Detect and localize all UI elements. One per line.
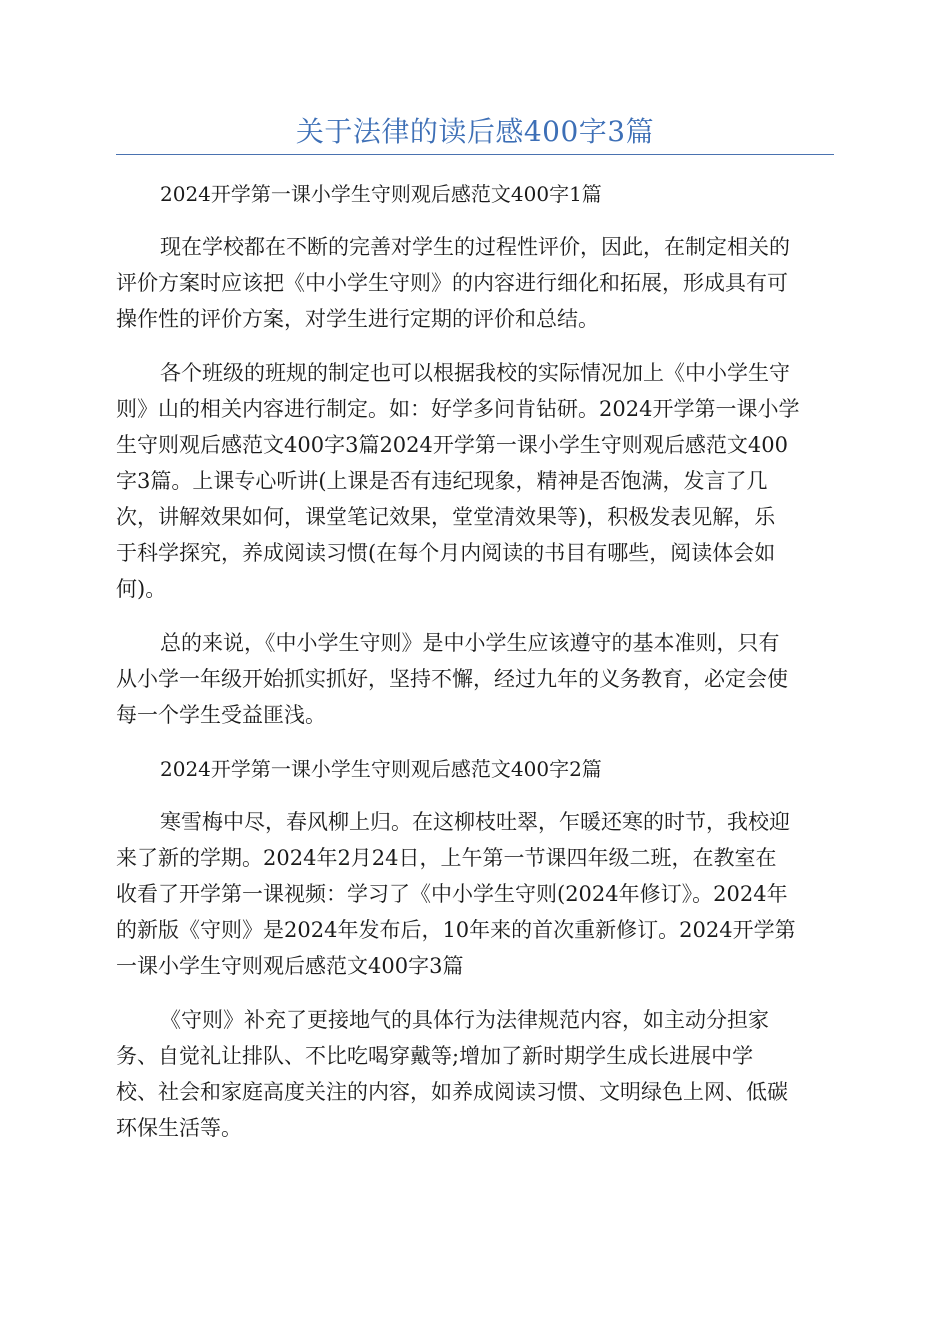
text-line: 的新版《守则》是2024年发布后，10年来的首次重新修订。2024开学第 — [116, 918, 796, 942]
text-line: 总的来说，《中小学生守则》是中小学生应该遵守的基本准则，只有 — [160, 631, 780, 655]
text-line: 寒雪梅中尽，春风柳上归。在这柳枝吐翠，乍暖还寒的时节，我校迎 — [160, 810, 790, 834]
text-line: 环保生活等。 — [116, 1116, 242, 1140]
document-body — [116, 176, 834, 1164]
text-line: 收看了开学第一课视频：学习了《中小学生守则(2024年修订》。2024年 — [116, 882, 788, 906]
text-line: 次，讲解效果如何，课堂笔记效果，堂堂清效果等)，积极发表见解，乐 — [116, 505, 776, 529]
text-line: 从小学一年级开始抓实抓好，坚持不懈，经过九年的义务教育，必定会使 — [116, 667, 788, 691]
section-heading: 2024开学第一课小学生守则观后感范文400字1篇 — [160, 182, 602, 206]
text-line: 字3篇。上课专心听讲(上课是否有违纪现象，精神是否饱满，发言了几 — [116, 469, 768, 493]
text-line: 操作性的评价方案，对学生进行定期的评价和总结。 — [116, 307, 599, 331]
text-line: 评价方案时应该把《中小学生守则》的内容进行细化和拓展，形成具有可 — [116, 271, 788, 295]
document-title: 关于法律的读后感400字3篇 — [295, 115, 655, 148]
paragraph — [116, 229, 834, 337]
text-line: 每一个学生受益匪浅。 — [116, 703, 326, 727]
text-line: 各个班级的班规的制定也可以根据我校的实际情况加上《中小学生守 — [160, 361, 790, 385]
text-line: 一课小学生守则观后感范文400字3篇 — [116, 954, 464, 978]
text-line: 来了新的学期。2024年2月24日，上午第一节课四年级二班，在教室在 — [116, 846, 777, 870]
paragraph — [116, 1002, 834, 1146]
text-line: 校、社会和家庭高度关注的内容，如养成阅读习惯、文明绿色上网、低碳 — [116, 1080, 788, 1104]
text-line: 则》山的相关内容进行制定。如：好学多问肯钻研。2024开学第一课小学 — [116, 397, 800, 421]
text-line: 《守则》补充了更接地气的具体行为法律规范内容，如主动分担家 — [160, 1008, 769, 1032]
text-line: 于科学探究，养成阅读习惯(在每个月内阅读的书目有哪些，阅读体会如 — [116, 541, 776, 565]
paragraph — [116, 625, 834, 733]
text-line: 何)。 — [116, 577, 167, 601]
paragraph — [116, 355, 834, 607]
section-heading: 2024开学第一课小学生守则观后感范文400字2篇 — [160, 757, 602, 781]
title-underline — [116, 154, 834, 155]
paragraph — [116, 804, 834, 984]
text-line: 务、自觉礼让排队、不比吃喝穿戴等;增加了新时期学生成长进展中学 — [116, 1044, 754, 1068]
text-line: 现在学校都在不断的完善对学生的过程性评价，因此，在制定相关的 — [160, 235, 790, 259]
text-line: 生守则观后感范文400字3篇2024开学第一课小学生守则观后感范文400 — [116, 433, 788, 457]
